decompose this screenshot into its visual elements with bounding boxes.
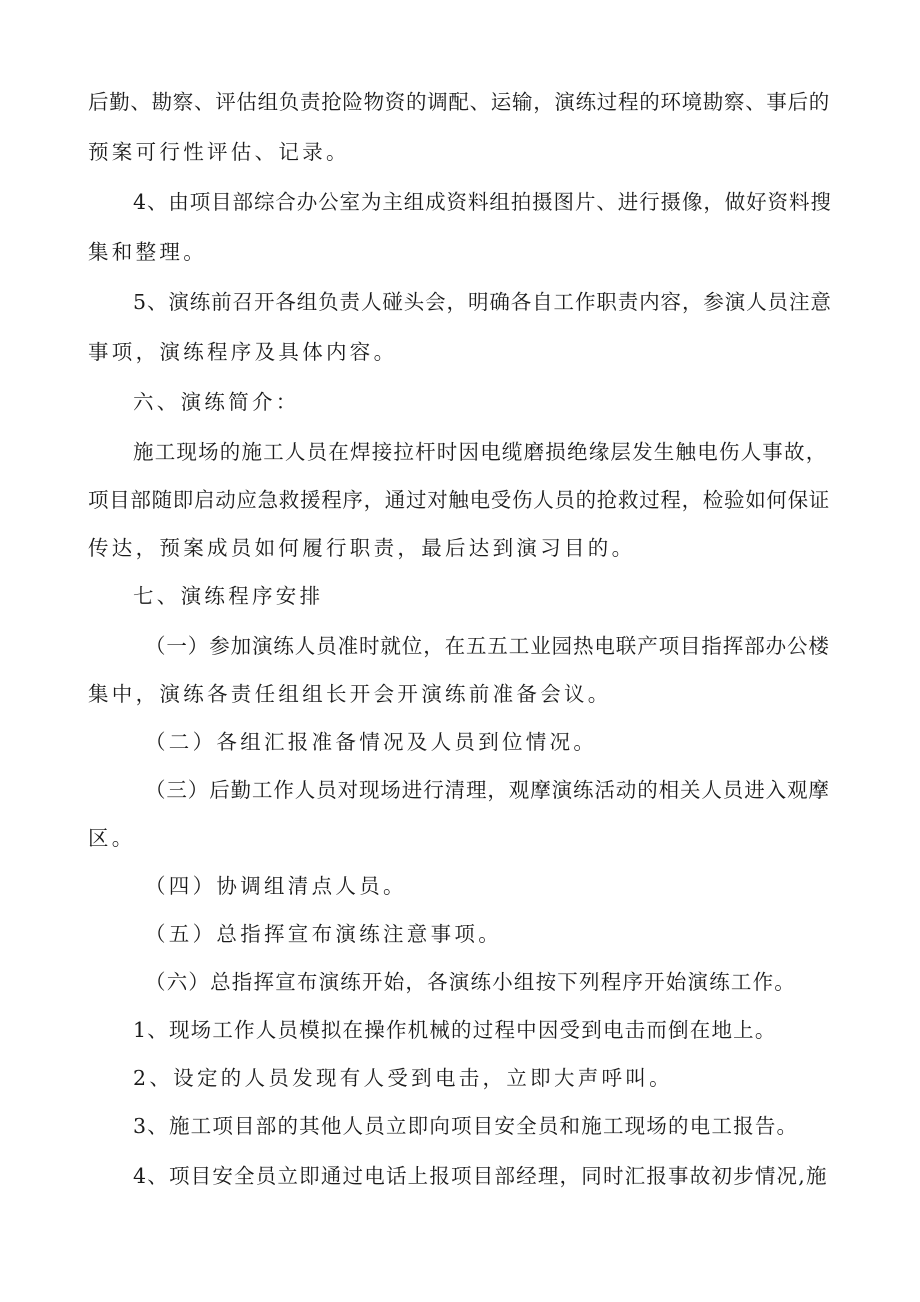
paragraph-line: （三）后勤工作人员对现场进行清理，观摩演练活动的相关人员进入观摩 (145, 778, 830, 802)
paragraph-line: 施工现场的施工人员在焊接拉杆时因电缆磨损绝缘层发生触电伤人事故， (133, 440, 828, 464)
paragraph-line: 预案可行性评估、记录。 (88, 140, 350, 164)
paragraph-line: 集中，演练各责任组组长开会开演练前准备会议。 (88, 682, 612, 706)
paragraph-line: 4、由项目部综合办公室为主组成资料组拍摄图片、进行摄像，做好资料搜 (133, 190, 832, 214)
paragraph-line: 2、设定的人员发现有人受到电击，立即大声呼叫。 (133, 1066, 673, 1090)
paragraph-line: （一）参加演练人员准时就位，在五五工业园热电联产项目指挥部办公楼 (145, 634, 830, 658)
paragraph-line: 3、施工项目部的其他人员立即向项目安全员和施工现场的电工报告。 (133, 1114, 799, 1138)
paragraph-line: （六）总指挥宣布演练开始，各演练小组按下列程序开始演练工作。 (145, 970, 796, 994)
paragraph-line: 集和整理。 (88, 240, 207, 264)
paragraph-line: 1、现场工作人员模拟在操作机械的过程中因受到电击而倒在地上。 (133, 1018, 777, 1042)
section-heading: 七、演练程序安排 (133, 584, 324, 608)
paragraph-line: （二）各组汇报准备情况及人员到位情况。 (145, 730, 598, 754)
section-heading: 六、演练简介： (133, 390, 300, 414)
paragraph-line: 5、演练前召开各组负责人碰头会，明确各自工作职责内容，参演人员注意 (133, 290, 832, 314)
paragraph-line: 后勤、勘察、评估组负责抢险物资的调配、运输，演练过程的环境勘察、事后的 (88, 90, 830, 114)
paragraph-line: 事项，演练程序及具体内容。 (88, 340, 398, 364)
paragraph-line: 传达，预案成员如何履行职责，最后达到演习目的。 (88, 536, 636, 560)
paragraph-line: （四）协调组清点人员。 (145, 874, 407, 898)
paragraph-line: 4、项目安全员立即通过电话上报项目部经理，同时汇报事故初步情况,施 (133, 1164, 828, 1188)
paragraph-line: 区。 (88, 826, 136, 850)
paragraph-line: （五）总指挥宣布演练注意事项。 (145, 922, 502, 946)
paragraph-line: 项目部随即启动应急救援程序，通过对触电受伤人员的抢救过程，检验如何保证 (88, 488, 830, 512)
